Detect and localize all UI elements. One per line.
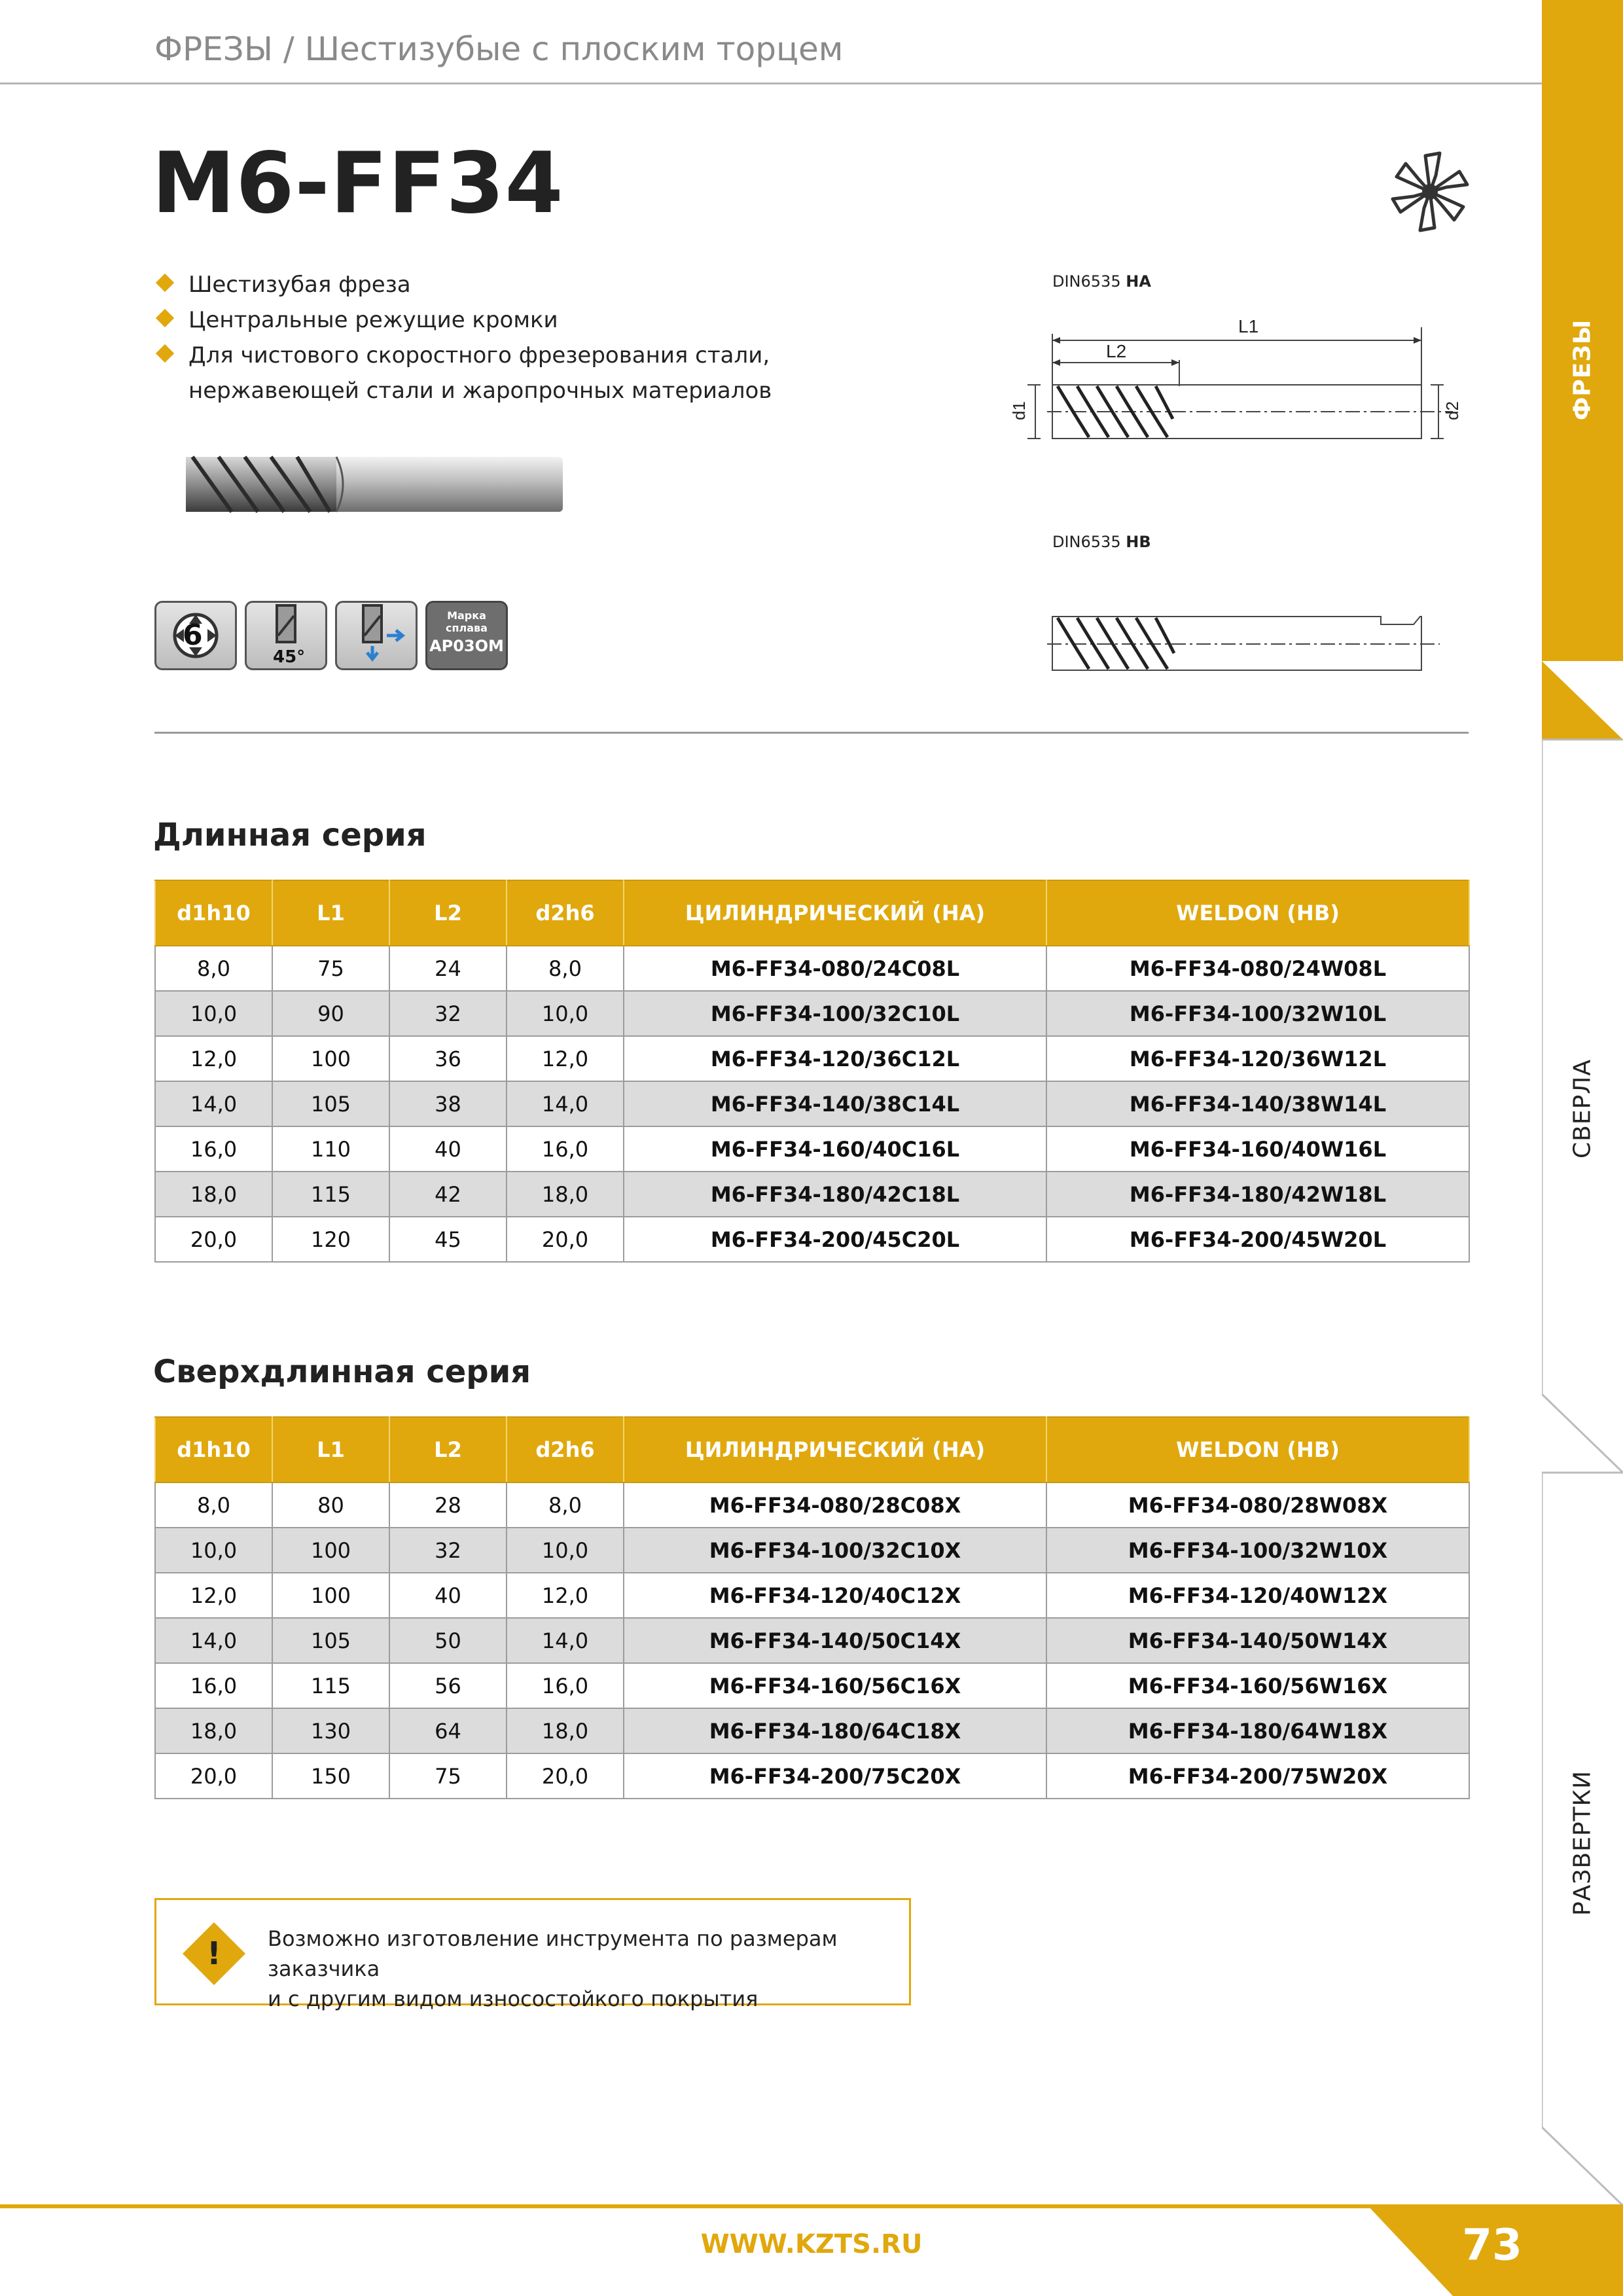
column-header: L2 (389, 880, 507, 946)
table-cell: 20,0 (155, 1753, 272, 1799)
column-header: ЦИЛИНДРИЧЕСКИЙ (HA) (624, 1417, 1046, 1482)
table-cell: M6-FF34-180/42C18L (624, 1172, 1046, 1217)
table-cell: 120 (272, 1217, 389, 1262)
footer-website-link[interactable]: WWW.KZTS.RU (700, 2229, 923, 2259)
table-cell: 110 (272, 1126, 389, 1172)
table-cell: M6-FF34-140/38C14L (624, 1081, 1046, 1126)
page-number: 73 (1462, 2219, 1522, 2270)
table-cell: M6-FF34-120/40W12X (1046, 1573, 1469, 1618)
table-cell: 80 (272, 1482, 389, 1528)
table-cell: 10,0 (507, 991, 624, 1036)
column-header: d2h6 (507, 880, 624, 946)
table-row (155, 1573, 1469, 1618)
column-header: WELDON (HB) (1046, 880, 1469, 946)
table-cell: 150 (272, 1753, 389, 1799)
table-row (155, 946, 1469, 991)
table-cell: M6-FF34-100/32W10L (1046, 991, 1469, 1036)
table-cell: 38 (389, 1081, 507, 1126)
table-cell: M6-FF34-160/56C16X (624, 1663, 1046, 1708)
table-cell: M6-FF34-140/50W14X (1046, 1618, 1469, 1663)
table-cell: 24 (389, 946, 507, 991)
table-row (155, 1663, 1469, 1708)
table-cell: 18,0 (155, 1172, 272, 1217)
table-cell: 12,0 (155, 1036, 272, 1081)
helix-angle-icon: 45° (245, 601, 327, 670)
table-cell: M6-FF34-180/42W18L (1046, 1172, 1469, 1217)
table-cell: 50 (389, 1618, 507, 1663)
table-cell: 8,0 (507, 1482, 624, 1528)
table-cell: 16,0 (155, 1126, 272, 1172)
table-cell: M6-FF34-080/28W08X (1046, 1482, 1469, 1528)
table-cell: 18,0 (507, 1708, 624, 1753)
svg-text:!: ! (207, 1935, 221, 1972)
table-cell: 14,0 (155, 1618, 272, 1663)
table-cell: 18,0 (155, 1708, 272, 1753)
table-cell: 64 (389, 1708, 507, 1753)
table-cell: 36 (389, 1036, 507, 1081)
table-cell: 12,0 (155, 1573, 272, 1618)
table-cell: M6-FF34-100/32C10L (624, 991, 1046, 1036)
column-header: ЦИЛИНДРИЧЕСКИЙ (HA) (624, 880, 1046, 946)
flutes-count-icon: 6 (154, 601, 237, 670)
diamond-bullet-icon (156, 344, 174, 363)
long-series-table (154, 880, 1470, 1263)
table-cell: 32 (389, 1528, 507, 1573)
table-cell: M6-FF34-200/45W20L (1046, 1217, 1469, 1262)
table-cell: 28 (389, 1482, 507, 1528)
column-header: L2 (389, 1417, 507, 1482)
header-divider (0, 82, 1542, 84)
feature-item: Центральные режущие кромки (154, 302, 940, 338)
d2-label: d2 (1442, 401, 1462, 420)
table-row (155, 1172, 1469, 1217)
table-cell: M6-FF34-080/24C08L (624, 946, 1046, 991)
breadcrumb: ФРЕЗЫ / Шестизубые с плоским торцем (154, 30, 844, 68)
din-ha-label: DIN6535 HA (1052, 272, 1151, 291)
table-row (155, 1528, 1469, 1573)
table-cell: 20,0 (507, 1217, 624, 1262)
table-cell: M6-FF34-200/75C20X (624, 1753, 1046, 1799)
feature-item: Шестизубая фреза (154, 267, 940, 302)
table-cell: M6-FF34-200/45C20L (624, 1217, 1046, 1262)
table-row (155, 1482, 1469, 1528)
table-row (155, 1081, 1469, 1126)
table-cell: 115 (272, 1663, 389, 1708)
table-cell: 105 (272, 1618, 389, 1663)
long-series-title: Длинная серия (153, 817, 427, 853)
table-row (155, 1753, 1469, 1799)
table-row (155, 1036, 1469, 1081)
table-cell: 10,0 (155, 991, 272, 1036)
table-cell: M6-FF34-160/56W16X (1046, 1663, 1469, 1708)
table-cell: 14,0 (507, 1081, 624, 1126)
section-divider (154, 732, 1469, 734)
table-cell: 75 (389, 1753, 507, 1799)
table-cell: 90 (272, 991, 389, 1036)
din-hb-label: DIN6535 HB (1052, 533, 1151, 551)
l2-label: L2 (1106, 341, 1127, 361)
table-cell: 16,0 (155, 1663, 272, 1708)
table-cell: M6-FF34-140/50C14X (624, 1618, 1046, 1663)
d1-label: d1 (1009, 401, 1029, 420)
feature-item: нержавеющей стали и жаропрочных материалов (188, 378, 772, 404)
extra-long-series-title: Сверхдлинная серия (153, 1354, 531, 1390)
table-cell: 100 (272, 1036, 389, 1081)
l1-label: L1 (1238, 316, 1259, 336)
tab-razvertki-label[interactable]: РАЗВЕРТКИ (1569, 1770, 1596, 1916)
end-mill-photo (186, 452, 565, 517)
table-cell: 10,0 (155, 1528, 272, 1573)
table-cell: 10,0 (507, 1528, 624, 1573)
table-cell: 56 (389, 1663, 507, 1708)
diamond-bullet-icon (156, 274, 174, 292)
tab-sverla-label[interactable]: СВЕРЛА (1569, 1059, 1596, 1158)
column-header: d1h10 (155, 880, 272, 946)
table-cell: M6-FF34-180/64W18X (1046, 1708, 1469, 1753)
cutting-direction-icon (335, 601, 418, 670)
table-cell: 14,0 (155, 1081, 272, 1126)
table-cell: 40 (389, 1126, 507, 1172)
table-cell: 12,0 (507, 1573, 624, 1618)
table-header-row (155, 880, 1469, 946)
product-title: M6-FF34 (152, 135, 564, 232)
table-header-row (155, 1417, 1469, 1482)
table-row (155, 1217, 1469, 1262)
table-cell: M6-FF34-140/38W14L (1046, 1081, 1469, 1126)
table-cell: 20,0 (155, 1217, 272, 1262)
custom-order-note (154, 1898, 911, 2011)
column-header: L1 (272, 880, 389, 946)
column-header: d1h10 (155, 1417, 272, 1482)
table-cell: M6-FF34-160/40W16L (1046, 1126, 1469, 1172)
table-cell: M6-FF34-160/40C16L (624, 1126, 1046, 1172)
table-cell: 8,0 (507, 946, 624, 991)
column-header: L1 (272, 1417, 389, 1482)
feature-list (154, 267, 940, 408)
table-cell: 18,0 (507, 1172, 624, 1217)
alloy-grade-badge: Марка сплава AP03OM (425, 601, 508, 670)
technical-drawing-hb (1047, 607, 1453, 679)
table-cell: 8,0 (155, 946, 272, 991)
table-cell: M6-FF34-080/24W08L (1046, 946, 1469, 991)
table-cell: 40 (389, 1573, 507, 1618)
table-cell: 100 (272, 1528, 389, 1573)
diamond-bullet-icon (156, 309, 174, 327)
table-cell: M6-FF34-200/75W20X (1046, 1753, 1469, 1799)
table-cell: M6-FF34-100/32W10X (1046, 1528, 1469, 1573)
table-row (155, 1618, 1469, 1663)
table-cell: 130 (272, 1708, 389, 1753)
table-cell: 20,0 (507, 1753, 624, 1799)
column-header: d2h6 (507, 1417, 624, 1482)
table-cell: M6-FF34-120/36W12L (1046, 1036, 1469, 1081)
technical-drawing-ha (1001, 308, 1472, 458)
note-text: Возможно изготовление инструмента по размерам заказчика и с другим видом износостойкого покрытия (268, 1926, 838, 2011)
extra-long-series-table (154, 1416, 1470, 1799)
table-cell: M6-FF34-180/64C18X (624, 1708, 1046, 1753)
table-cell: 8,0 (155, 1482, 272, 1528)
table-cell: M6-FF34-080/28C08X (624, 1482, 1046, 1528)
table-cell: M6-FF34-120/40C12X (624, 1573, 1046, 1618)
table-cell: 12,0 (507, 1036, 624, 1081)
feature-item: Для чистового скоростного фрезерования стали, (154, 338, 940, 373)
warning-icon (183, 1922, 245, 1985)
table-cell: 32 (389, 991, 507, 1036)
table-row (155, 1126, 1469, 1172)
table-cell: 14,0 (507, 1618, 624, 1663)
table-cell: 75 (272, 946, 389, 991)
column-header: WELDON (HB) (1046, 1417, 1469, 1482)
table-cell: 42 (389, 1172, 507, 1217)
table-cell: 115 (272, 1172, 389, 1217)
table-row (155, 1708, 1469, 1753)
table-cell: 16,0 (507, 1126, 624, 1172)
tab-frezy-label[interactable]: ФРЕЗЫ (1569, 319, 1596, 421)
table-cell: M6-FF34-120/36C12L (624, 1036, 1046, 1081)
table-cell: 105 (272, 1081, 389, 1126)
table-cell: 16,0 (507, 1663, 624, 1708)
table-cell: 45 (389, 1217, 507, 1262)
table-cell: M6-FF34-100/32C10X (624, 1528, 1046, 1573)
table-row (155, 991, 1469, 1036)
table-cell: 100 (272, 1573, 389, 1618)
cutter-cross-section-icon (1387, 149, 1472, 234)
